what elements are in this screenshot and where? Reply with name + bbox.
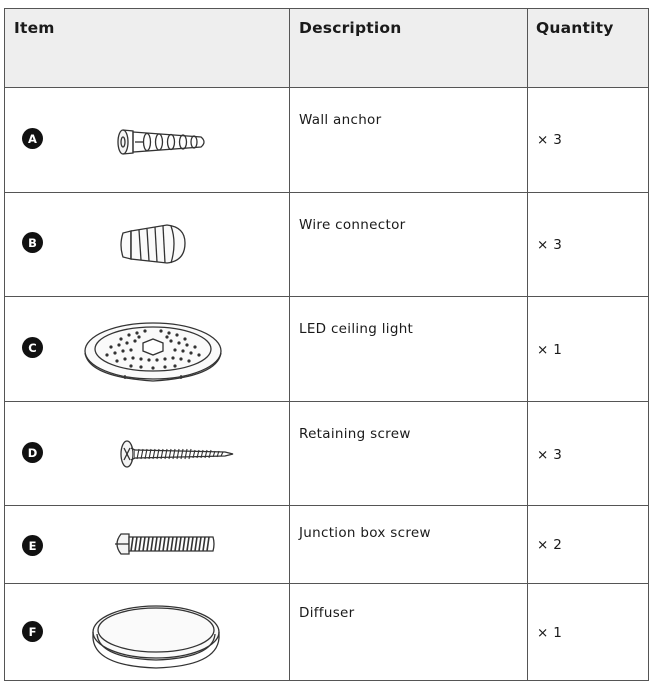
table-row: [5, 506, 648, 584]
description-cell: [290, 506, 528, 583]
item-description: Wire connector: [299, 217, 406, 233]
junction-box-screw-icon: [109, 526, 217, 562]
header-quantity-label: Quantity: [536, 19, 614, 37]
table-row: [5, 584, 648, 680]
description-cell: [290, 88, 528, 192]
header-cell-description: [290, 9, 528, 87]
quantity-cell: [528, 193, 648, 296]
item-description: Wall anchor: [299, 112, 382, 128]
header-description-label: Description: [299, 19, 402, 37]
item-quantity: × 2: [537, 537, 563, 553]
quantity-cell: [528, 297, 648, 401]
item-quantity: × 3: [537, 447, 563, 463]
description-cell: [290, 297, 528, 401]
item-cell: [5, 584, 290, 680]
item-letter-badge: F: [22, 621, 43, 642]
wall-anchor-icon: [113, 124, 213, 160]
item-description: Diffuser: [299, 605, 355, 621]
item-cell: [5, 506, 290, 583]
table-row: [5, 193, 648, 297]
quantity-cell: [528, 506, 648, 583]
header-item-label: Item: [14, 19, 55, 37]
item-cell: [5, 297, 290, 401]
item-cell: [5, 193, 290, 296]
table-header-row: [5, 9, 648, 88]
description-cell: [290, 402, 528, 505]
item-letter-badge: A: [22, 128, 43, 149]
description-cell: [290, 584, 528, 680]
header-cell-item: [5, 9, 290, 87]
item-quantity: × 1: [537, 342, 563, 358]
parts-table: [4, 8, 649, 681]
item-letter-badge: E: [22, 535, 43, 556]
wire-connector-icon: [117, 219, 189, 269]
led-ceiling-light-icon: [81, 315, 225, 385]
item-letter-badge: B: [22, 232, 43, 253]
quantity-cell: [528, 88, 648, 192]
item-cell: [5, 402, 290, 505]
table-row: [5, 88, 648, 193]
item-quantity: × 1: [537, 625, 563, 641]
item-quantity: × 3: [537, 237, 563, 253]
item-description: LED ceiling light: [299, 321, 414, 337]
item-description: Junction box screw: [299, 525, 431, 541]
item-description: Retaining screw: [299, 426, 411, 442]
description-cell: [290, 193, 528, 296]
header-cell-quantity: [528, 9, 648, 87]
table-row: [5, 297, 648, 402]
item-cell: [5, 88, 290, 192]
diffuser-icon: [89, 598, 223, 674]
item-letter-badge: D: [22, 442, 43, 463]
quantity-cell: [528, 402, 648, 505]
table-row: [5, 402, 648, 506]
item-letter-badge: C: [22, 337, 43, 358]
retaining-screw-icon: [117, 436, 237, 472]
item-quantity: × 3: [537, 132, 563, 148]
quantity-cell: [528, 584, 648, 680]
